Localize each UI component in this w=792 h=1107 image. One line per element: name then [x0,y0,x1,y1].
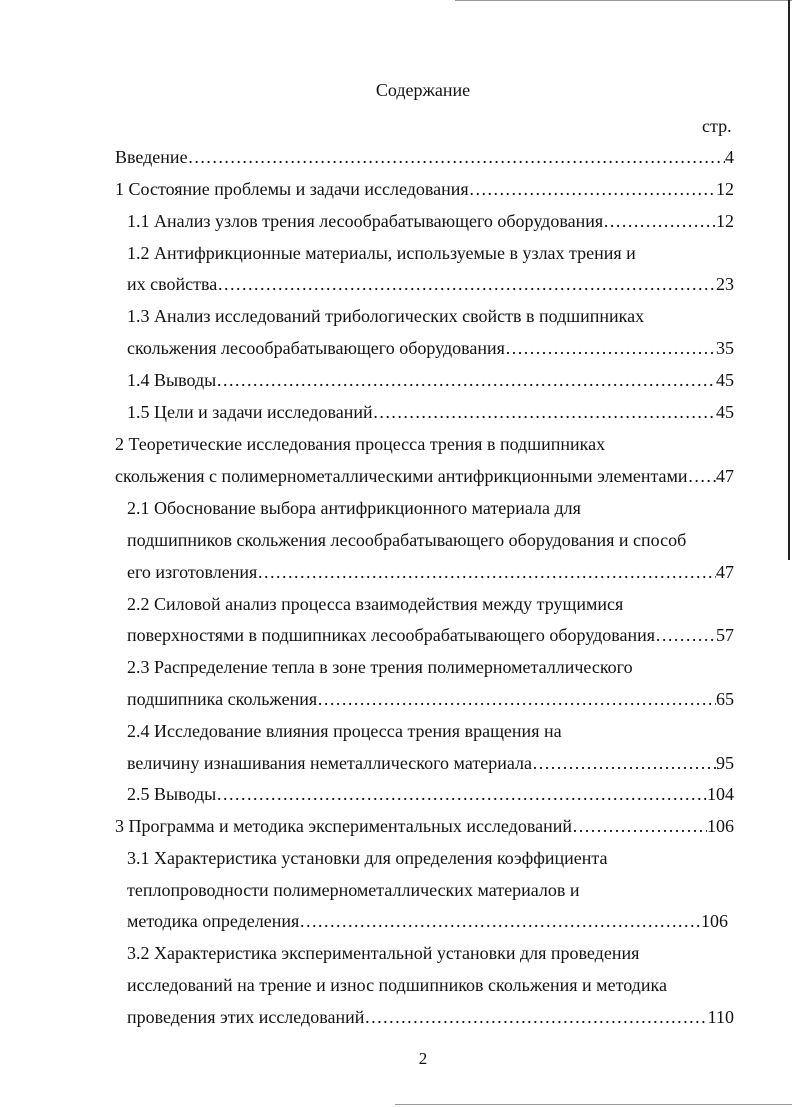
toc-entry-3-2[interactable] [127,1006,734,1028]
toc-leader [469,178,716,200]
toc-leader [216,369,716,391]
toc-entry-chapter-2[interactable] [115,465,734,487]
toc-entry-2-3[interactable] [127,688,734,710]
toc-leader [688,465,716,487]
toc-entry-page: 95 [716,753,734,773]
toc-entry-page: 47 [716,466,734,486]
toc-entry-1-2-line-1: 1.2 Антифрикционные материалы, используемые в узлах трения и [127,243,636,263]
toc-entry-text: 1 Состояние проблемы и задачи исследования [115,179,469,199]
toc-entry-text: 1.4 Выводы [127,370,217,390]
toc-leader [188,146,725,168]
toc-entry-3-1-line-2: теплопроводности полимернометаллических материалов и [127,880,580,900]
toc-entry-text: величину изнашивания неметаллического материала [127,753,532,773]
toc-entry-page: 12 [716,179,734,199]
toc-entry-chapter-1[interactable] [115,178,734,200]
toc-entry-3-1[interactable] [127,910,728,932]
toc-entry-text: Введение [115,147,188,167]
toc-entry-1-1[interactable] [127,210,734,232]
toc-entry-3-2-line-1: 3.2 Характеристика экспериментальной установки для проведения [127,943,640,963]
toc-leader [364,1006,707,1028]
toc-entry-text: 3 Программа и методика экспериментальных исследований [115,816,572,836]
toc-entry-page: 23 [716,274,734,294]
toc-entry-2-5[interactable] [127,783,734,805]
toc-entry-page: 106 [707,816,734,836]
toc-entry-page: 47 [716,562,734,582]
toc-entry-2-3-line-1: 2.3 Распределение тепла в зоне трения полимернометаллического [127,657,633,677]
toc-entry-text: 2.5 Выводы [127,784,217,804]
toc-entry-text: подшипника скольжения [127,689,318,709]
toc-entry-2-1-line-1: 2.1 Обоснование выбора антифрикционного материала для [127,498,581,518]
toc-entry-2-4-line-1: 2.4 Исследование влияния процесса трения вращения на [127,721,562,741]
toc-entry-1-3[interactable] [127,337,734,359]
toc-entry-page: 104 [707,784,734,804]
toc-entry-page: 57 [716,625,734,645]
toc-leader [216,783,707,805]
toc-leader [373,401,716,423]
toc-entry-2-2[interactable] [127,624,734,646]
toc-entry-1-2[interactable] [127,273,734,295]
toc-entry-page: 110 [707,1007,734,1027]
toc-entry-3-1-line-1: 3.1 Характеристика установки для определения коэффициента [127,848,608,868]
toc-entry-page: 12 [716,211,734,231]
toc-leader [317,688,716,710]
toc-entry-2-1-line-2: подшипников скольжения лесообрабатывающего оборудования и способ [127,530,687,550]
toc-entry-text: скольжения лесообрабатывающего оборудования [127,338,505,358]
toc-entry-text: скольжения с полимернометаллическими антифрикционными элементами [115,466,688,486]
toc-entry-chapter-3[interactable] [115,815,734,837]
toc-leader [655,624,716,646]
toc-entry-3-2-line-2: исследований на трение и износ подшипников скольжения и методика [127,975,667,995]
toc-leader [257,561,716,583]
toc-entry-page: 45 [716,370,734,390]
toc-entry-1-3-line-1: 1.3 Анализ исследований трибологических свойств в подшипниках [127,306,645,326]
toc-entry-2-4[interactable] [127,752,734,774]
toc-leader [532,752,716,774]
toc-entry-intro[interactable] [115,146,734,168]
toc-entry-1-5[interactable] [127,401,734,423]
toc-entry-text: поверхностями в подшипниках лесообрабатывающего оборудования [127,625,656,645]
page-title: Содержание [375,80,471,100]
toc-leader [217,273,716,295]
toc-leader [299,910,701,932]
scan-edge-bottom [395,1104,792,1105]
toc-entry-text: 1.5 Цели и задачи исследований [127,402,373,422]
toc-entry-text: 1.1 Анализ узлов трения лесообрабатывающего оборудования [127,211,604,231]
toc-entry-page: 4 [725,147,734,167]
toc-entry-page: 35 [716,338,734,358]
toc-entry-2-1[interactable] [127,561,734,583]
toc-entry-1-4[interactable] [127,369,734,391]
toc-entry-page: 65 [716,689,734,709]
toc-entry-text: методика определения [127,911,300,931]
toc-leader [505,337,716,359]
toc-entry-page: 106 [701,911,728,931]
toc-entry-text: его изготовления [127,562,258,582]
toc-entry-page: 45 [716,402,734,422]
toc-entry-chapter-2-line-1: 2 Теоретические исследования процесса трения в подшипниках [115,434,606,454]
toc-entry-text: их свойства [127,274,218,294]
scan-edge-top [455,0,792,1]
toc-entry-2-2-line-1: 2.2 Силовой анализ процесса взаимодействия между трущимися [127,594,624,614]
toc-leader [572,815,707,837]
page-column-label: стр. [702,116,732,136]
toc-entry-text: проведения этих исследований [127,1007,365,1027]
page-number: 2 [418,1049,428,1068]
toc-leader [603,210,716,232]
